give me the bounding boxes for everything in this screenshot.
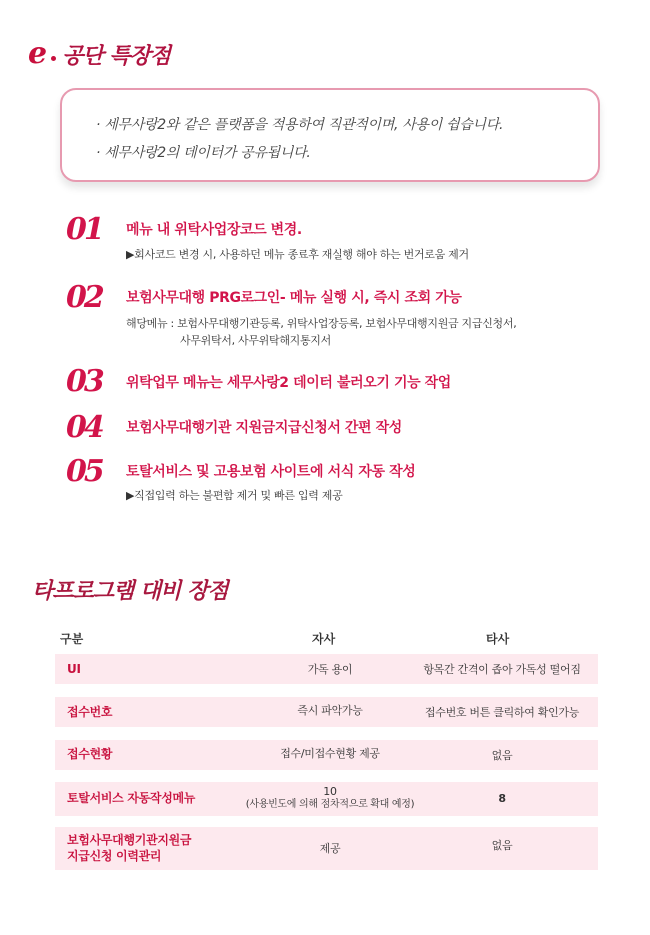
cell-ours-note: (사용빈도에 의해 점차적으로 확대 예정) xyxy=(245,799,415,810)
cell-others: 없음 xyxy=(491,749,513,762)
row-label: 토탈서비스 자동작성메뉴 xyxy=(67,791,196,805)
feature-sub-02-line-2: 사무위탁서, 사무위탁해지통지서 xyxy=(180,334,331,347)
table-row xyxy=(55,740,598,770)
section-header xyxy=(28,34,170,74)
row-label: 접수현황 xyxy=(67,747,113,761)
e-logo: e xyxy=(28,36,48,71)
feature-title-04: 보험사무대행기관 지원금지급신청서 간편 작성 xyxy=(126,420,402,436)
feature-number-04: 04 xyxy=(66,410,102,445)
cell-others: 없음 xyxy=(491,839,513,852)
row-label: UI xyxy=(67,662,81,676)
section-title: 공단 특장점 xyxy=(62,43,171,69)
feature-title-01: 메뉴 내 위탁사업장코드 변경. xyxy=(126,222,302,238)
row-label-line-2: 지급신청 이력관리 xyxy=(67,849,162,863)
cell-ours: 접수/미접수현황 제공 xyxy=(280,747,380,760)
feature-sub-01: ▶회사코드 변경 시, 사용하던 메뉴 종료후 재실행 해야 하는 번거로움 제거 xyxy=(126,248,469,261)
column-header-ours: 자사 xyxy=(312,632,336,646)
summary-line-2: · 세무사랑2의 데이터가 공유됩니다. xyxy=(96,145,311,161)
table-row xyxy=(55,654,598,684)
feature-number-01: 01 xyxy=(66,212,102,247)
summary-line-1: · 세무사랑2와 같은 플랫폼을 적용하여 직관적이며, 사용이 쉽습니다. xyxy=(96,117,504,133)
feature-sub-02: 해당메뉴 : 보험사무대행기관등록, 위탁사업장등록, 보험사무대행지원금 지급신청서, xyxy=(126,317,517,330)
column-header-category: 구분 xyxy=(60,632,84,646)
summary-box xyxy=(60,88,600,182)
table-row xyxy=(55,697,598,727)
row-label: 접수번호 xyxy=(67,705,113,719)
row-label: 보험사무대행기관지원금 xyxy=(67,833,192,847)
feature-number-05: 05 xyxy=(66,454,102,489)
feature-title-05: 토탈서비스 및 고용보험 사이트에 서식 자동 작성 xyxy=(126,464,416,480)
cell-ours: 제공 xyxy=(319,842,341,855)
feature-title-02: 보험사무대행 PRG로그인- 메뉴 실행 시, 즉시 조회 가능 xyxy=(126,290,462,306)
feature-title-03: 위탁업무 메뉴는 세무사랑2 데이터 불러오기 기능 작업 xyxy=(126,375,451,391)
column-header-others: 타사 xyxy=(486,632,510,646)
cell-ours: 10 xyxy=(323,785,337,798)
cell-ours: 가독 용이 xyxy=(307,663,353,676)
cell-others: 8 xyxy=(498,792,506,805)
feature-number-03: 03 xyxy=(66,364,102,399)
table-row xyxy=(55,827,598,870)
cell-others: 항목간 간격이 좁아 가독성 떨어짐 xyxy=(423,663,581,676)
cell-ours: 즉시 파악가능 xyxy=(297,704,363,717)
cell-others: 접수번호 버튼 클릭하여 확인가능 xyxy=(424,706,580,719)
feature-number-02: 02 xyxy=(66,280,102,315)
comparison-title: 타프로그램 대비 장점 xyxy=(32,579,228,604)
feature-sub-05: ▶직접입력 하는 불편함 제거 및 빠른 입력 제공 xyxy=(126,489,343,502)
table-row xyxy=(55,782,598,816)
logo-dot xyxy=(51,56,56,61)
